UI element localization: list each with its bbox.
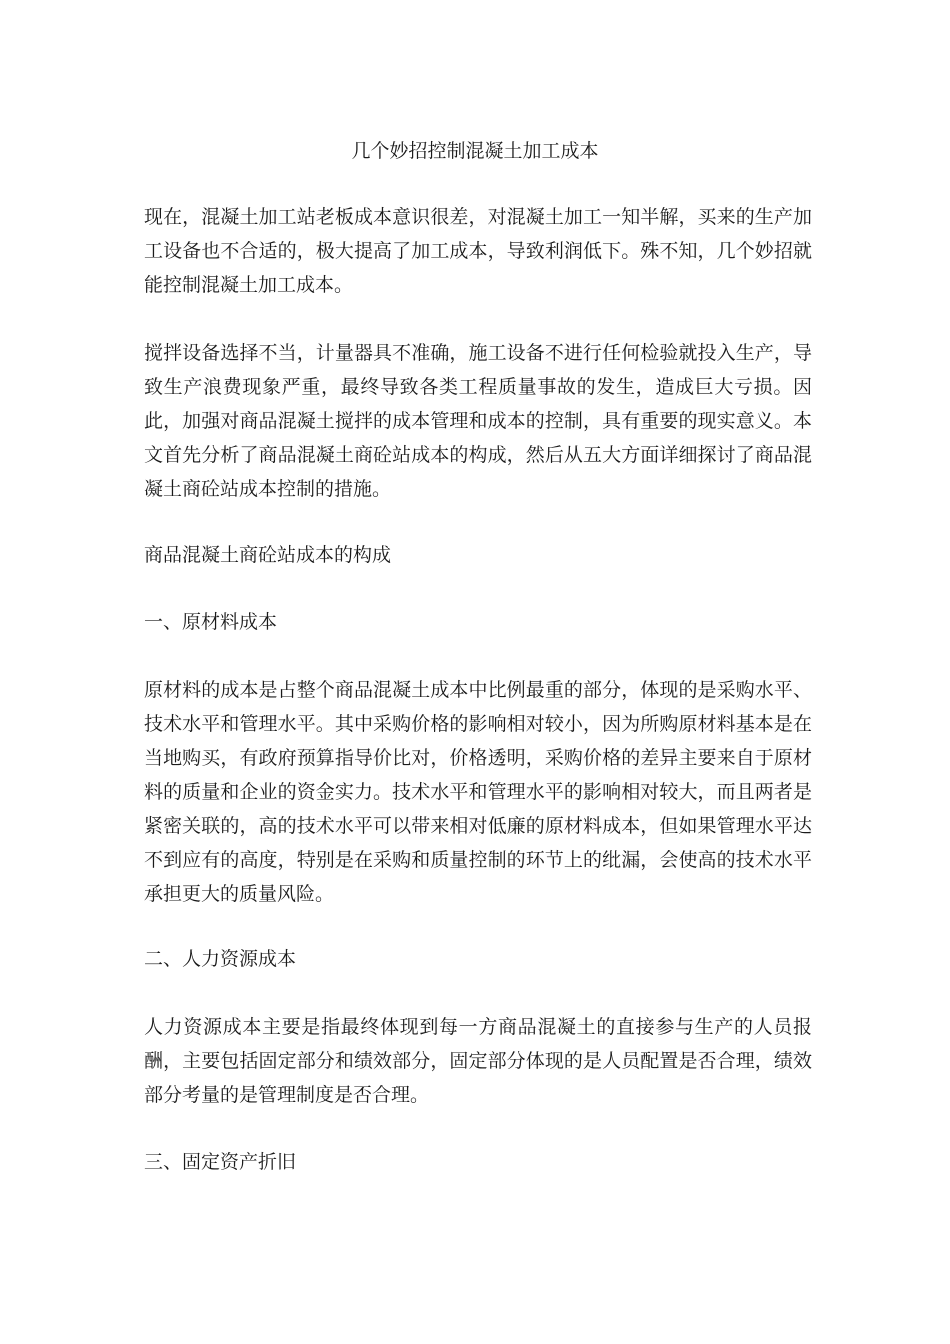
paragraph-raw-materials: 原材料的成本是占整个商品混凝土成本中比例最重的部分，体现的是采购水平、技术水平和管理水平。其中采购价格的影响相对较小，因为所购原材料基本是在当地购买，有政府预算指导价比对，价格透明，采购价格的差异主要来自于原材料的质量和企业的资金实力。技术水平和管理水平的影响相对较大，而且两者是紧密关联的，高的技术水平可以带来相对低廉的原材料成本，但如果管理水平达不到应有的高度，特别是在采购和质量控制的环节上的纰漏，会使高的技术水平承担更大的质量风险。 [144, 679, 812, 905]
heading-cost-structure: 商品混凝土商砼站成本的构成 [144, 544, 392, 566]
paragraph-intro: 现在，混凝土加工站老板成本意识很差，对混凝土加工一知半解，买来的生产加工设备也不合适的，极大提高了加工成本，导致利润低下。殊不知，几个妙招就能控制混凝土加工成本。 [144, 206, 812, 296]
paragraph-human-resources: 人力资源成本主要是指最终体现到每一方商品混凝土的直接参与生产的人员报酬，主要包括固定部分和绩效部分，固定部分体现的是人员配置是否合理，绩效部分考量的是管理制度是否合理。 [144, 1016, 812, 1106]
paragraph-background: 搅拌设备选择不当，计量器具不准确，施工设备不进行任何检验就投入生产，导致生产浪费现象严重，最终导致各类工程质量事故的发生，造成巨大亏损。因此，加强对商品混凝土搅拌的成本管理和成本的控制，具有重要的现实意义。本文首先分析了商品混凝土商砼站成本的构成，然后从五大方面详细探讨了商品混凝土商砼站成本控制的措施。 [144, 342, 812, 500]
heading-section-raw-materials: 一、原材料成本 [144, 611, 278, 633]
heading-section-fixed-assets: 三、固定资产折旧 [144, 1151, 297, 1173]
document-title: 几个妙招控制混凝土加工成本 [351, 140, 599, 162]
heading-section-human-resources: 二、人力资源成本 [144, 948, 297, 970]
